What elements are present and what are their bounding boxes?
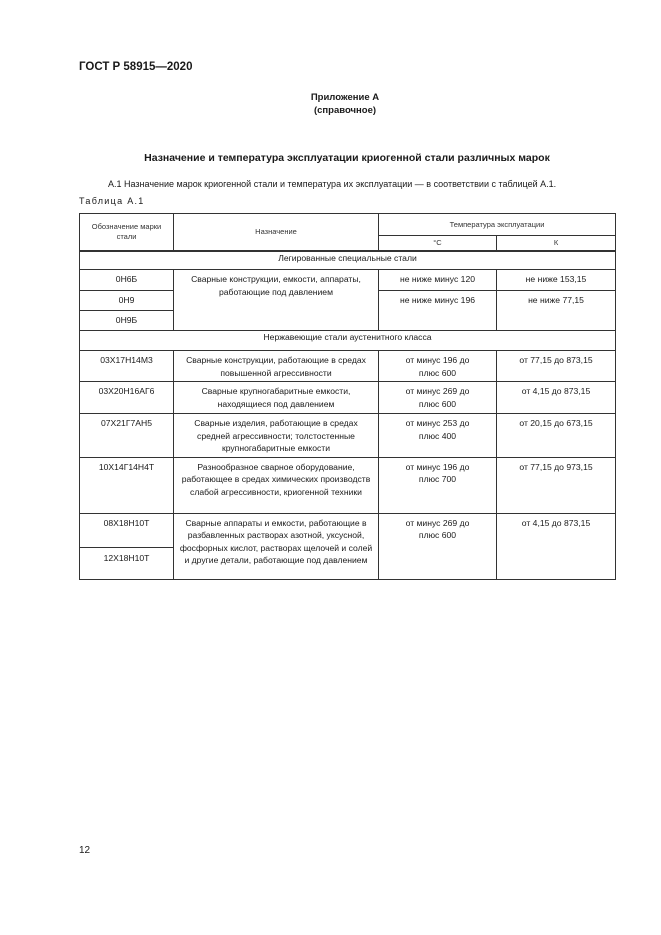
intro-paragraph: А.1 Назначение марок криогенной стали и температура их эксплуатации — в соответствии с таблицей А.1. <box>108 179 557 189</box>
grade-cell: 07Х21Г7АН5 <box>80 414 174 458</box>
header-temperature: Температура эксплуатации <box>379 214 616 236</box>
page-number: 12 <box>79 845 91 856</box>
kelvin-cell: от 20,15 до 673,15 <box>497 414 616 458</box>
table-row <box>80 513 616 547</box>
purpose-cell: Разнообразное сварное оборудование, работающее в средах химических производств слабой агрессивности, криогенной техники <box>174 457 379 513</box>
grade-cell: 10Х14Г14Н4Т <box>80 457 174 513</box>
annex-title: Приложение А <box>310 92 380 103</box>
purpose-cell: Сварные конструкции, работающие в средах повышенной агрессивности <box>174 351 379 382</box>
grade-cell: 12Х18Н10Т <box>80 547 174 579</box>
annex-heading <box>0 91 661 117</box>
steel-table <box>79 213 616 580</box>
group-row <box>80 331 616 351</box>
celsius-cell: от минус 196 до плюс 700 <box>379 457 497 513</box>
purpose-cell: Сварные изделия, работающие в средах средней агрессивности; толстостенные крупногабаритные емкости <box>174 414 379 458</box>
group-title-austenitic: Нержавеющие стали аустенитного класса <box>80 331 616 351</box>
header-kelvin: К <box>497 236 616 251</box>
header-celsius: °С <box>379 236 497 251</box>
celsius-cell: от минус 253 до плюс 400 <box>379 414 497 458</box>
purpose-cell: Сварные крупногабаритные емкости, находящиеся под давлением <box>174 382 379 414</box>
grade-cell: 0Н6Б <box>80 270 174 291</box>
grade-cell: 08Х18Н10Т <box>80 513 174 547</box>
annex-subtitle: (справочное) <box>313 105 377 116</box>
purpose-cell: Сварные конструкции, емкости, аппараты, работающие под давлением <box>174 270 379 331</box>
grade-cell: 03Х17Н14М3 <box>80 351 174 382</box>
celsius-cell: не ниже минус 120 <box>379 270 497 291</box>
celsius-cell: от минус 269 до плюс 600 <box>379 382 497 414</box>
table-row <box>80 414 616 458</box>
kelvin-cell: от 4,15 до 873,15 <box>497 513 616 579</box>
group-title-alloyed: Легированные специальные стали <box>80 251 616 270</box>
table-label: Таблица А.1 <box>79 196 145 206</box>
page-title: Назначение и температура эксплуатации криогенной стали различных марок <box>144 152 550 164</box>
celsius-cell: от минус 196 до плюс 600 <box>379 351 497 382</box>
table-row <box>80 382 616 414</box>
table-row <box>80 351 616 382</box>
kelvin-cell: от 77,15 до 973,15 <box>497 457 616 513</box>
document-id: ГОСТ Р 58915—2020 <box>79 61 193 73</box>
kelvin-cell: не ниже 77,15 <box>497 291 616 331</box>
celsius-cell: от минус 269 до плюс 600 <box>379 513 497 579</box>
header-purpose: Назначение <box>174 214 379 251</box>
kelvin-cell: не ниже 153,15 <box>497 270 616 291</box>
table-row <box>80 270 616 291</box>
grade-cell: 0Н9Б <box>80 311 174 331</box>
kelvin-cell: от 4,15 до 873,15 <box>497 382 616 414</box>
celsius-cell: не ниже минус 196 <box>379 291 497 331</box>
grade-cell: 03Х20Н16АГ6 <box>80 382 174 414</box>
kelvin-cell: от 77,15 до 873,15 <box>497 351 616 382</box>
purpose-cell: Сварные аппараты и емкости, работающие в разбавленных растворах азотной, уксусной, фосфорных кислот, растворах щелочей и солей и другие детали, работающие под давлением <box>174 513 379 579</box>
table-row <box>80 457 616 513</box>
group-row <box>80 251 616 270</box>
grade-cell: 0Н9 <box>80 291 174 311</box>
header-grade: Обозначение марки стали <box>80 214 174 251</box>
